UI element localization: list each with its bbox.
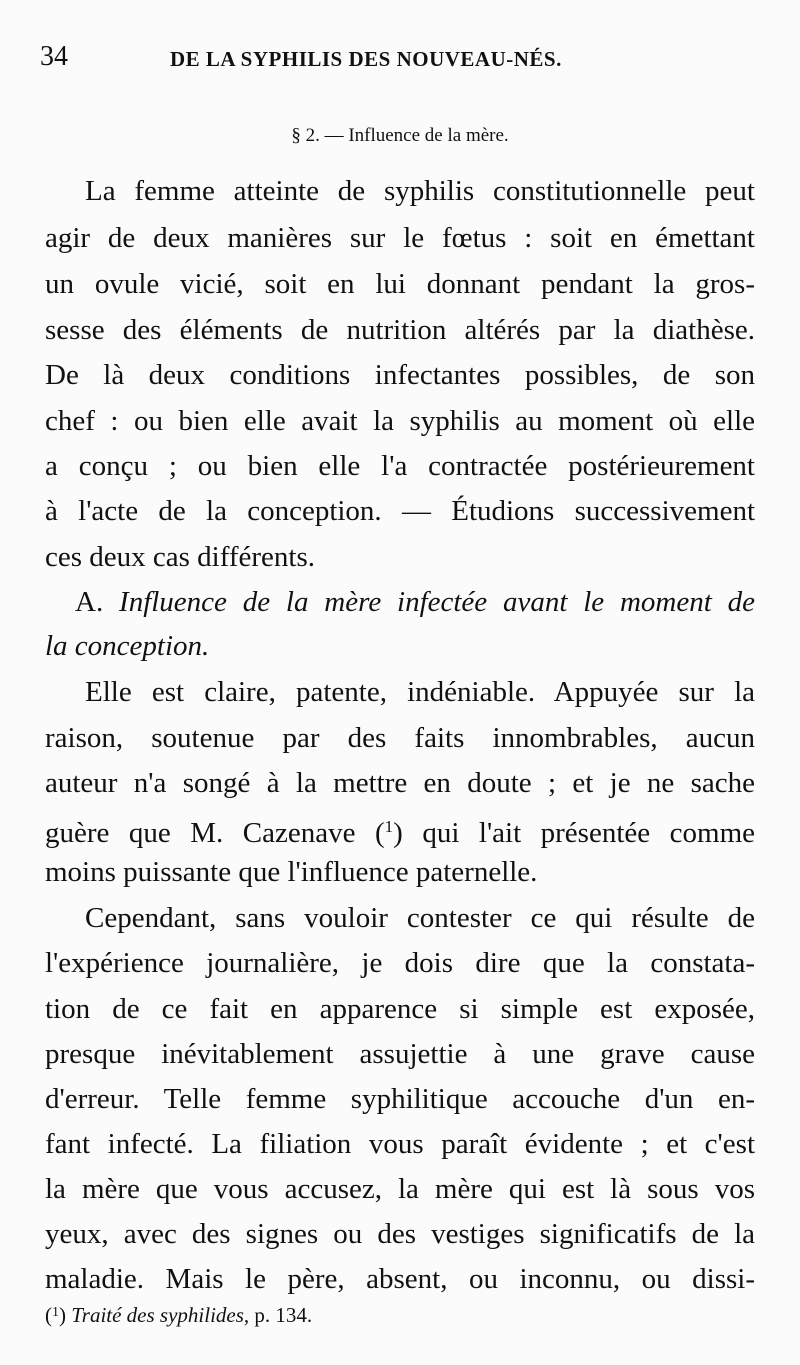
page-number: 34 bbox=[40, 41, 68, 72]
footnote: ($^1$) Traité des syphilides, p. 134. bbox=[45, 1303, 313, 1327]
text-line: à l'acte de la conception. — Étudions successivement bbox=[45, 495, 755, 527]
text-line: fant infecté. La filiation vous paraît évidente ; et c'est bbox=[45, 1128, 755, 1160]
text-line: a conçu ; ou bien elle l'a contractée postérieurement bbox=[45, 450, 755, 482]
text-line: l'expérience journalière, je dois dire que la constata- bbox=[45, 947, 755, 979]
text-line: la mère que vous accusez, la mère qui est là sous vos bbox=[45, 1173, 755, 1205]
subsection-title: Influence de la mère infectée avant le moment de bbox=[119, 586, 755, 618]
text-line: maladie. Mais le père, absent, ou inconnu, ou dissi- bbox=[45, 1263, 755, 1295]
text-line bbox=[45, 808, 755, 852]
text-line: Elle est claire, patente, indéniable. Appuyée sur la bbox=[85, 676, 755, 708]
text-line: auteur n'a songé à la mettre en doute ; et je ne sache bbox=[45, 767, 755, 799]
text-line: chef : ou bien elle avait la syphilis au moment où elle bbox=[45, 405, 755, 437]
text-line: raison, soutenue par des faits innombrables, aucun bbox=[45, 722, 755, 754]
footnote-page: , p. 134. bbox=[243, 1303, 313, 1327]
text-line: Cependant, sans vouloir contester ce qui résulte de bbox=[85, 902, 755, 934]
text-line: ces deux cas différents. bbox=[45, 541, 316, 573]
text-line bbox=[45, 627, 755, 665]
subsection-letter: A. bbox=[75, 586, 104, 618]
text-line: De là deux conditions infectantes possibles, de son bbox=[45, 359, 755, 391]
text-line: tion de ce fait en apparence si simple est exposée, bbox=[45, 993, 755, 1025]
footnote-title: Traité des syphilides bbox=[71, 1303, 244, 1327]
subsection-title-cont: la conception. bbox=[45, 630, 210, 662]
text-line: un ovule vicié, soit en lui donnant pendant la gros- bbox=[45, 268, 755, 300]
text-line: sesse des éléments de nutrition altérés par la diathèse. bbox=[45, 314, 755, 346]
text-line: La femme atteinte de syphilis constitutionnelle peut bbox=[85, 175, 755, 207]
section-heading: § 2. — Influence de la mère. bbox=[291, 125, 509, 146]
text-line: yeux, avec des signes ou des vestiges significatifs de la bbox=[45, 1218, 755, 1250]
running-head: DE LA SYPHILIS DES NOUVEAU-NÉS. bbox=[170, 47, 562, 71]
footnote-mark: 1 bbox=[52, 1305, 59, 1320]
text-line: d'erreur. Telle femme syphilitique accouche d'un en- bbox=[45, 1083, 755, 1115]
text-line: agir de deux manières sur le fœtus : soit en émettant bbox=[45, 222, 755, 254]
text-line: moins puissante que l'influence paternelle. bbox=[45, 856, 538, 888]
text-fragment: guère que M. Cazenave ( bbox=[45, 817, 385, 849]
text-line: presque inévitablement assujettie à une grave cause bbox=[45, 1038, 755, 1070]
footnote-reference: 1 bbox=[384, 817, 394, 836]
subsection-heading-line bbox=[75, 583, 755, 621]
text-fragment: ) qui l'ait présentée comme bbox=[393, 817, 755, 849]
